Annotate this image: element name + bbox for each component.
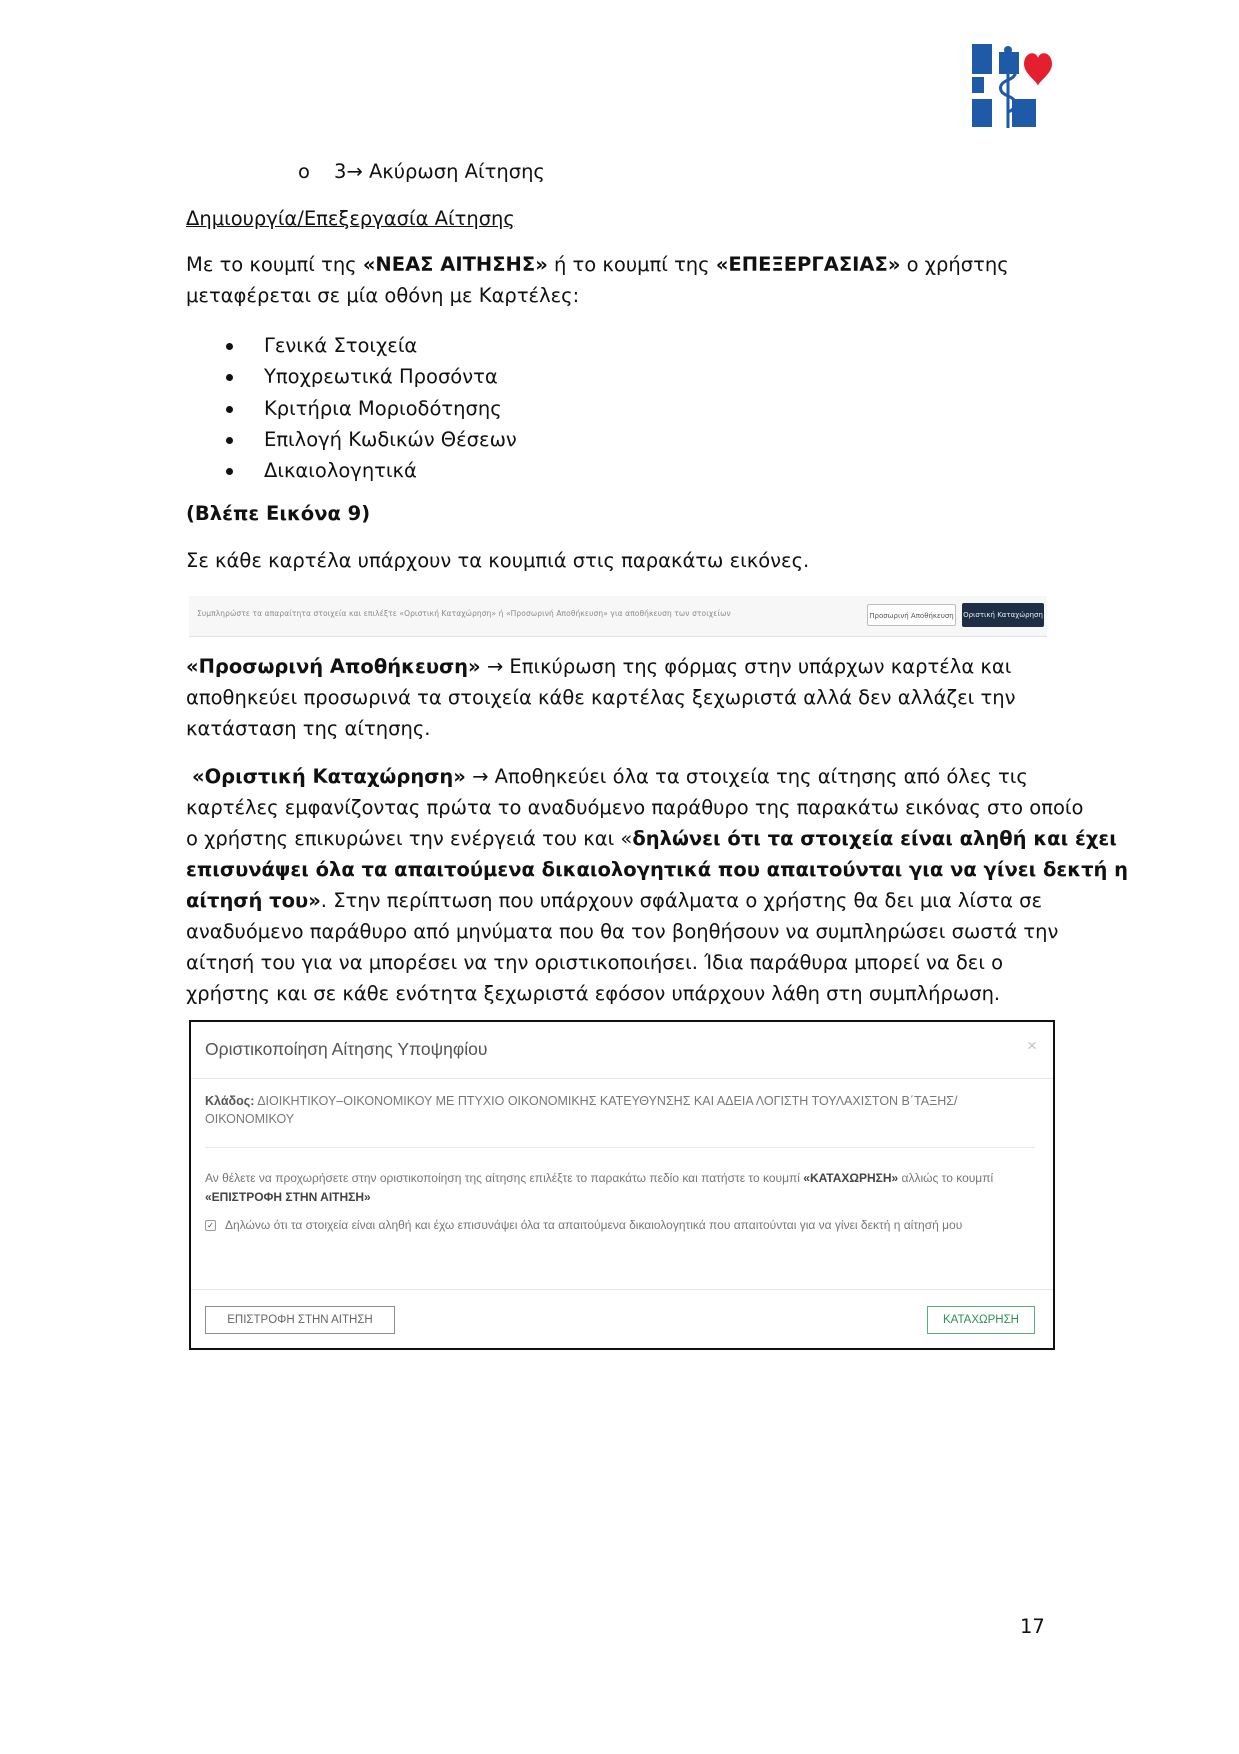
health-ministry-logo — [972, 44, 1056, 128]
cancel-item-marker: o — [298, 160, 310, 183]
final-submit-line-3: ο χρήστης επικυρώνει την ενέργειά του και «δηλώνει ότι τα στοιχεία είναι αληθή και έχει — [186, 827, 1117, 850]
temp-save-line-2: αποθηκεύει προσωρινά τα στοιχεία κάθε καρτέλας ξεχωριστά αλλά δεν αλλάζει την — [186, 686, 1016, 709]
modal-instructions: Αν θέλετε να προχωρήσετε στην οριστικοποίηση της αίτησης επιλέξτε το παρακάτω πεδίο και πατήστε το κουμπί «ΚΑΤΑΧΩΡΗΣΗ» αλλιώς το κουμπί «ΕΠΙΣΤΡΟΦΗ ΣΤΗΝ ΑΙΤΗΣΗ» — [205, 1171, 994, 1204]
final-submit-line-6: αναδυόμενο παράθυρο από μηνύματα που θα τον βοηθήσουν να συμπληρώσει σωστά την — [186, 920, 1059, 943]
cancel-item: 3→ Ακύρωση Αίτησης — [334, 160, 545, 183]
toolbar-hint: Συμπληρώστε τα απαραίτητα στοιχεία και επιλέξτε «Οριστική Καταχώρηση» ή «Προσωρινή Αποθήκευση» για αποθήκευση των στοιχείων — [197, 609, 731, 618]
list-item: Υποχρεωτικά Προσόντα — [222, 361, 722, 392]
cross-heart-icon — [972, 44, 1056, 128]
intro-line-2: μεταφέρεται σε μία οθόνη με Καρτέλες: — [186, 284, 580, 307]
close-icon[interactable]: × — [1027, 1036, 1037, 1055]
temp-save-button[interactable]: Προσωρινή Αποθήκευση — [867, 604, 956, 626]
intro-line-1: Με το κουμπί της «ΝΕΑΣ ΑΙΤΗΣΗΣ» ή το κουμπί της «ΕΠΕΞΕΡΓΑΣΙΑΣ» ο χρήστης — [186, 253, 1009, 276]
divider — [191, 1289, 1053, 1290]
declaration-checkbox-row[interactable] — [205, 1216, 1035, 1235]
page-number: 17 — [1020, 1615, 1045, 1638]
final-submit-line-4: επισυνάψει όλα τα απαιτούμενα δικαιολογητικά που απαιτούνται για να γίνει δεκτή η — [186, 858, 1129, 881]
list-item: Γενικά Στοιχεία — [222, 330, 722, 361]
divider — [205, 1147, 1035, 1148]
temp-save-line-1: «Προσωρινή Αποθήκευση» → Επικύρωση της φόρμας στην υπάρχων καρτέλα και — [186, 655, 1012, 678]
list-item: Δικαιολογητικά — [222, 455, 722, 486]
see-figure-note: (Βλέπε Εικόνα 9) — [186, 502, 371, 525]
section-heading: Δημιουργία/Επεξεργασία Αίτησης — [186, 207, 515, 230]
finalize-modal — [189, 1020, 1055, 1350]
list-item: Επιλογή Κωδικών Θέσεων — [222, 424, 722, 455]
buttons-intro: Σε κάθε καρτέλα υπάρχουν τα κουμπιά στις παρακάτω εικόνες. — [186, 549, 810, 572]
toolbar-screenshot — [189, 596, 1047, 637]
submit-button[interactable]: ΚΑΤΑΧΩΡΗΣΗ — [927, 1306, 1035, 1334]
modal-title: Οριστικοποίηση Αίτησης Υποψηφίου — [205, 1039, 488, 1059]
final-submit-line-2: καρτέλες εμφανίζοντας πρώτα το αναδυόμενο παράθυρο της παρακάτω εικόνας στο οποίο — [186, 796, 1084, 819]
checkbox[interactable]: ✓ — [205, 1220, 216, 1231]
final-submit-button[interactable]: Οριστική Καταχώρηση — [962, 603, 1044, 627]
list-item: Κριτήρια Μοριοδότησης — [222, 393, 722, 424]
temp-save-line-3: κατάσταση της αίτησης. — [186, 717, 431, 740]
final-submit-line-5: αίτησή του». Στην περίπτωση που υπάρχουν σφάλματα ο χρήστης θα δει μια λίστα σε — [186, 889, 1043, 912]
final-submit-line-1: «Οριστική Καταχώρηση» → Αποθηκεύει όλα τα στοιχεία της αίτησης από όλες τις — [192, 765, 1028, 788]
final-submit-line-7: αίτησή του για να μπορέσει να την οριστικοποιήσει. Ίδια παράθυρα μπορεί να δει ο — [186, 951, 1004, 974]
back-to-application-button[interactable]: ΕΠΙΣΤΡΟΦΗ ΣΤΗΝ ΑΙΤΗΣΗ — [205, 1306, 395, 1334]
klados-info: Κλάδος: ΔΙΟΙΚΗΤΙΚΟΥ–ΟΙΚΟΝΟΜΙΚΟΥ ΜΕ ΠΤΥΧΙΟ ΟΙΚΟΝΟΜΙΚΗΣ ΚΑΤΕΥΘΥΝΣΗΣ ΚΑΙ ΑΔΕΙΑ ΛΟΓΙΣΤΗ ΤΟΥΛΑΧΙΣΤΟΝ Β΄ΤΑΞΗΣ/ ΟΙΚΟΝΟΜΙΚΟΥ — [205, 1094, 958, 1126]
declaration-text: Δηλώνω ότι τα στοιχεία είναι αληθή και έχω επισυνάψει όλα τα απαιτούμενα δικαιολογητικά που απαιτούνται για να γίνει δεκτή η αίτησή μου — [225, 1218, 963, 1232]
tabs-list — [222, 330, 722, 486]
divider — [191, 1078, 1053, 1079]
final-submit-line-8: χρήστης και σε κάθε ενότητα ξεχωριστά εφόσον υπάρχουν λάθη στη συμπλήρωση. — [186, 982, 1001, 1005]
